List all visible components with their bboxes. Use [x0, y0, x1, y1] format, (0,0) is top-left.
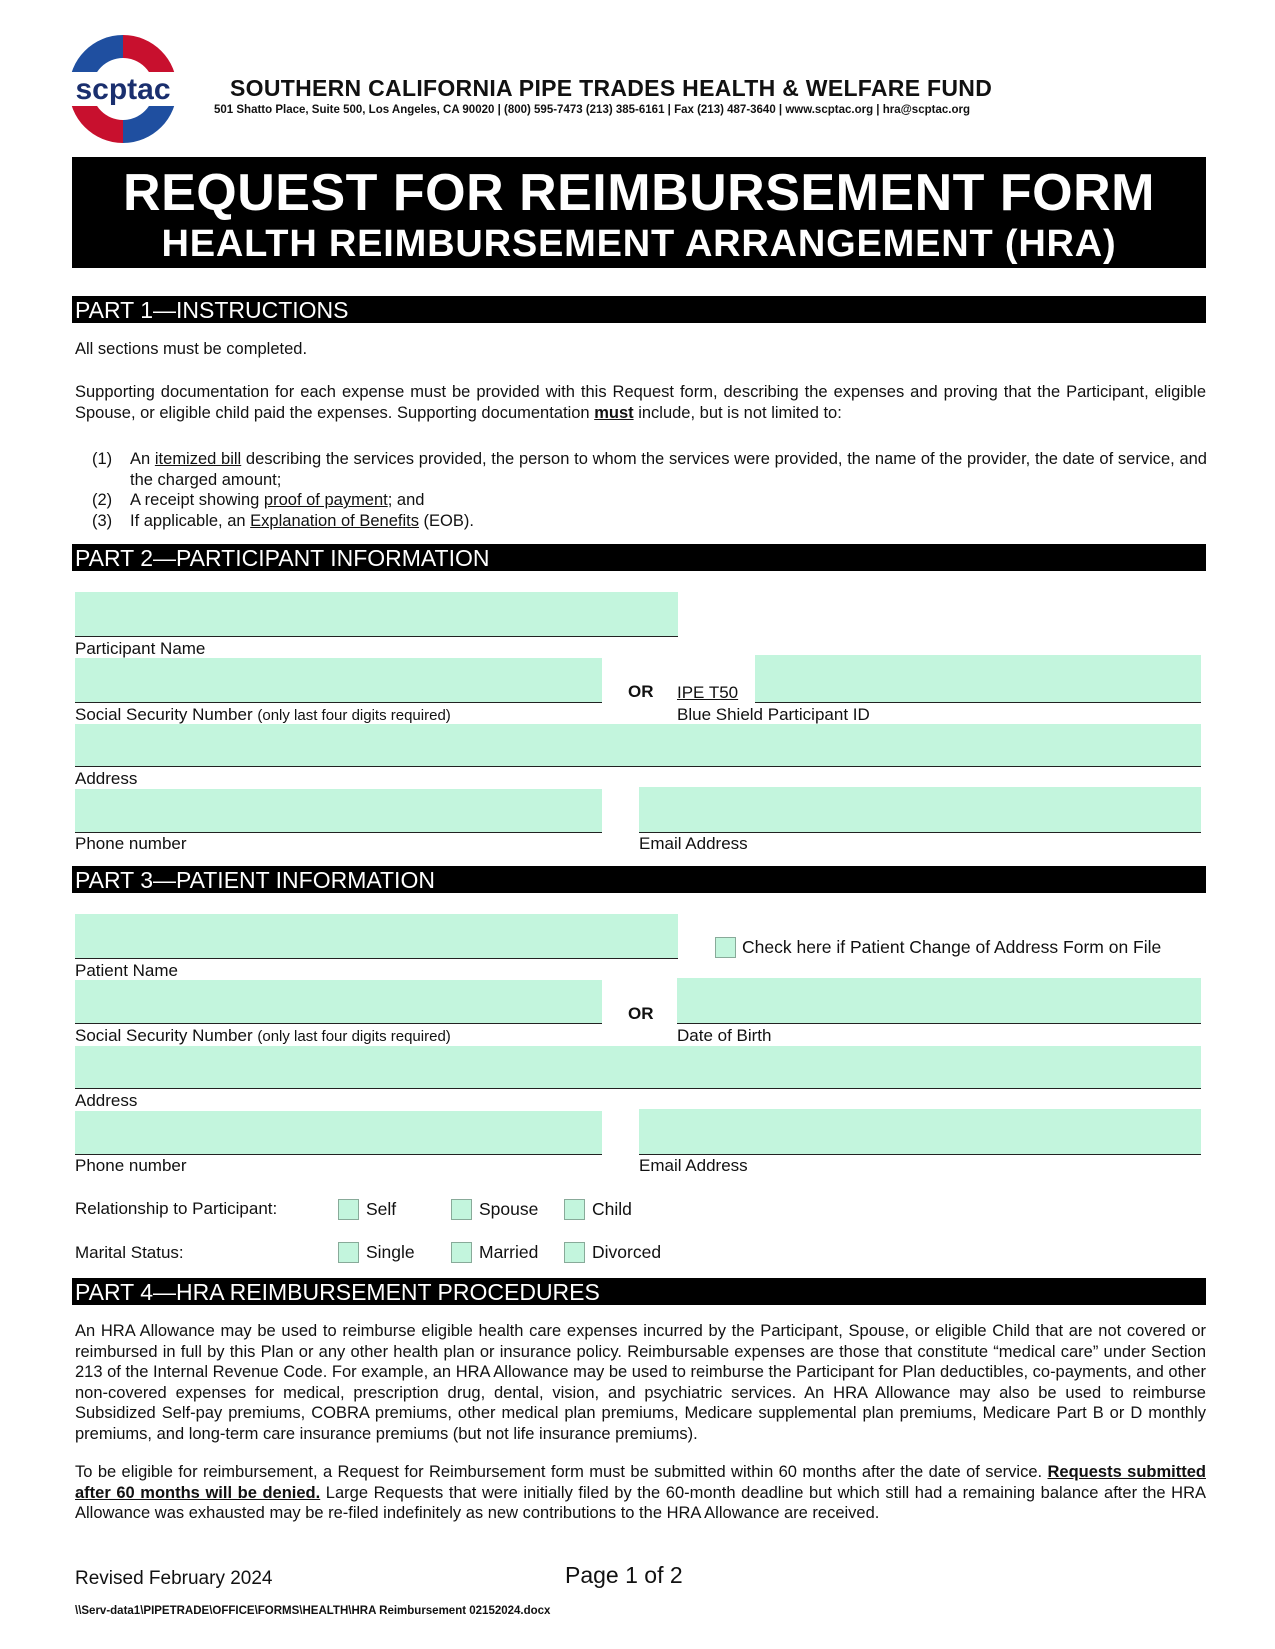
list-number: (2)	[92, 491, 113, 509]
relationship-spouse-checkbox[interactable]	[451, 1199, 472, 1220]
or-separator: OR	[628, 1004, 654, 1023]
ssn-note: (only last four digits required)	[257, 707, 451, 724]
patient-phone-field[interactable]	[75, 1111, 602, 1155]
relationship-spouse-label: Spouse	[479, 1199, 539, 1219]
list-number: (3)	[92, 511, 113, 530]
participant-name-field[interactable]	[75, 592, 678, 637]
part2-heading: PART 2—PARTICIPANT INFORMATION	[72, 544, 1206, 571]
scptac-logo	[66, 32, 180, 146]
patient-email-label: Email Address	[639, 1156, 748, 1175]
part4-heading: PART 4—HRA REIMBURSEMENT PROCEDURES	[72, 1278, 1206, 1305]
proof-of-payment-term: proof of payment	[263, 491, 388, 509]
form-title-block	[72, 157, 1206, 268]
supporting-docs-text-end: include, but is not limited to:	[633, 403, 842, 422]
revision-date: Revised February 2024	[75, 1568, 273, 1589]
marital-single-label: Single	[366, 1242, 415, 1262]
relationship-label: Relationship to Participant:	[75, 1199, 278, 1218]
ipe-prefix: IPE T50	[677, 683, 739, 702]
list-text: A receipt showing	[130, 491, 264, 509]
list-text: (EOB).	[418, 511, 474, 530]
participant-address-field[interactable]	[75, 724, 1201, 767]
patient-address-label: Address	[75, 1091, 138, 1110]
blue-shield-id-label: Blue Shield Participant ID	[677, 705, 870, 724]
patient-dob-label: Date of Birth	[677, 1026, 772, 1045]
patient-ssn-label	[75, 1026, 451, 1046]
participant-ssn-field[interactable]	[75, 658, 602, 703]
address-change-label: Check here if Patient Change of Address Form on File	[742, 937, 1162, 957]
part3-heading: PART 3—PATIENT INFORMATION	[72, 866, 1206, 893]
itemized-bill-term: itemized bill	[154, 450, 242, 468]
org-address: 501 Shatto Place, Suite 500, Los Angeles, CA 90020 | (800) 595-7473 (213) 385-6161 | Fax (213) 487-3640 | www.scptac.org | hra@scptac.org	[214, 104, 970, 116]
list-item	[92, 511, 1207, 532]
ssn-label-text: Social Security Number	[75, 705, 253, 724]
marital-married-label: Married	[479, 1242, 539, 1262]
or-separator: OR	[628, 682, 654, 701]
eligibility-text-end: Large Requests that were initially filed by the 60-month deadline but which still had a remaining balance after the HRA Allowance was exhausted may be re-filed indefinitely as new contributions to the HRA Allowance are received.	[75, 1483, 1207, 1522]
marital-divorced-checkbox[interactable]	[564, 1242, 585, 1263]
list-text: ; and	[387, 491, 425, 509]
participant-phone-label: Phone number	[75, 834, 187, 853]
ssn-label-text: Social Security Number	[75, 1026, 253, 1045]
marital-single-checkbox[interactable]	[338, 1242, 359, 1263]
supporting-docs-text: Supporting documentation for each expense must be provided with this Request form, describing the expenses and proving that the Participant, eligible Spouse, or eligible child paid the expenses. Supporting documentation	[75, 383, 1206, 422]
patient-name-label: Patient Name	[75, 961, 178, 980]
org-name: SOUTHERN CALIFORNIA PIPE TRADES HEALTH & WELFARE FUND	[230, 75, 993, 101]
participant-address-label: Address	[75, 769, 138, 788]
participant-email-label: Email Address	[639, 834, 748, 853]
marital-married-checkbox[interactable]	[451, 1242, 472, 1263]
patient-address-field[interactable]	[75, 1046, 1201, 1089]
part4-allowance-paragraph: An HRA Allowance may be used to reimburse eligible health care expenses incurred by the Participant, Spouse, or eligible Child that are not covered or reimbursed in full by this Plan or any other health plan or insurance policy. Reimbursable expenses are those that constitute “medical care” under Section 213 of the Internal Revenue Code. For example, an HRA Allowance may be used to reimburse the Participant for Plan deductibles, co-payments, and other non-covered expenses for medical, prescription drug, dental, vision, and psychiatric services. An HRA Allowance may also be used to reimburse Subsidized Self-pay premiums, COBRA premiums, other medical plan premiums, Medicare supplemental plan premiums, Medicare Part B or D monthly premiums, and long-term care insurance premiums (but not life insurance premiums).	[75, 1322, 1206, 1443]
page-number: Page 1 of 2	[565, 1562, 683, 1588]
eob-term: Explanation of Benefits	[250, 511, 419, 530]
file-path: \\Serv-data1\PIPETRADE\OFFICE\FORMS\HEALTH\HRA Reimbursement 02152024.docx	[75, 1605, 551, 1617]
documentation-list	[92, 449, 1207, 531]
relationship-self-label: Self	[366, 1199, 397, 1219]
participant-email-field[interactable]	[639, 787, 1201, 833]
marital-status-label: Marital Status:	[75, 1243, 184, 1262]
logo-text: scptac	[75, 73, 171, 106]
relationship-self-checkbox[interactable]	[338, 1199, 359, 1220]
list-text: If applicable, an	[130, 511, 251, 530]
patient-phone-label: Phone number	[75, 1156, 187, 1175]
eligibility-text: To be eligible for reimbursement, a Request for Reimbursement form must be submitted within 60 months after the date of service.	[75, 1463, 1048, 1481]
patient-name-field[interactable]	[75, 914, 678, 959]
list-number: (1)	[92, 450, 113, 468]
list-item	[92, 490, 1207, 511]
part1-supporting-docs	[75, 382, 1206, 423]
form-title: REQUEST FOR REIMBURSEMENT FORM	[123, 164, 1155, 222]
form-subtitle: HEALTH REIMBURSEMENT ARRANGEMENT (HRA)	[161, 223, 1117, 265]
blue-shield-id-field[interactable]	[755, 655, 1201, 703]
list-item	[92, 449, 1207, 490]
list-text: describing the services provided, the person to whom the services were provided, the name of the provider, the date of service, and the charged amount;	[130, 450, 1207, 489]
part1-intro: All sections must be completed.	[75, 340, 308, 358]
ssn-note: (only last four digits required)	[257, 1028, 451, 1045]
list-text: An	[130, 450, 155, 468]
patient-dob-field[interactable]	[677, 978, 1201, 1024]
part4-eligibility-paragraph	[75, 1462, 1206, 1524]
participant-name-label: Participant Name	[75, 639, 206, 658]
marital-divorced-label: Divorced	[592, 1242, 662, 1262]
participant-phone-field[interactable]	[75, 789, 602, 833]
relationship-child-checkbox[interactable]	[564, 1199, 585, 1220]
participant-ssn-label	[75, 705, 451, 725]
denial-warning: Requests submitted after 60 months will be denied.	[75, 1463, 1206, 1502]
patient-email-field[interactable]	[639, 1109, 1201, 1155]
must-emphasis: must	[594, 403, 634, 422]
part1-heading: PART 1—INSTRUCTIONS	[72, 296, 1206, 323]
address-change-checkbox[interactable]	[715, 937, 736, 958]
patient-ssn-field[interactable]	[75, 980, 602, 1024]
relationship-child-label: Child	[592, 1199, 632, 1219]
